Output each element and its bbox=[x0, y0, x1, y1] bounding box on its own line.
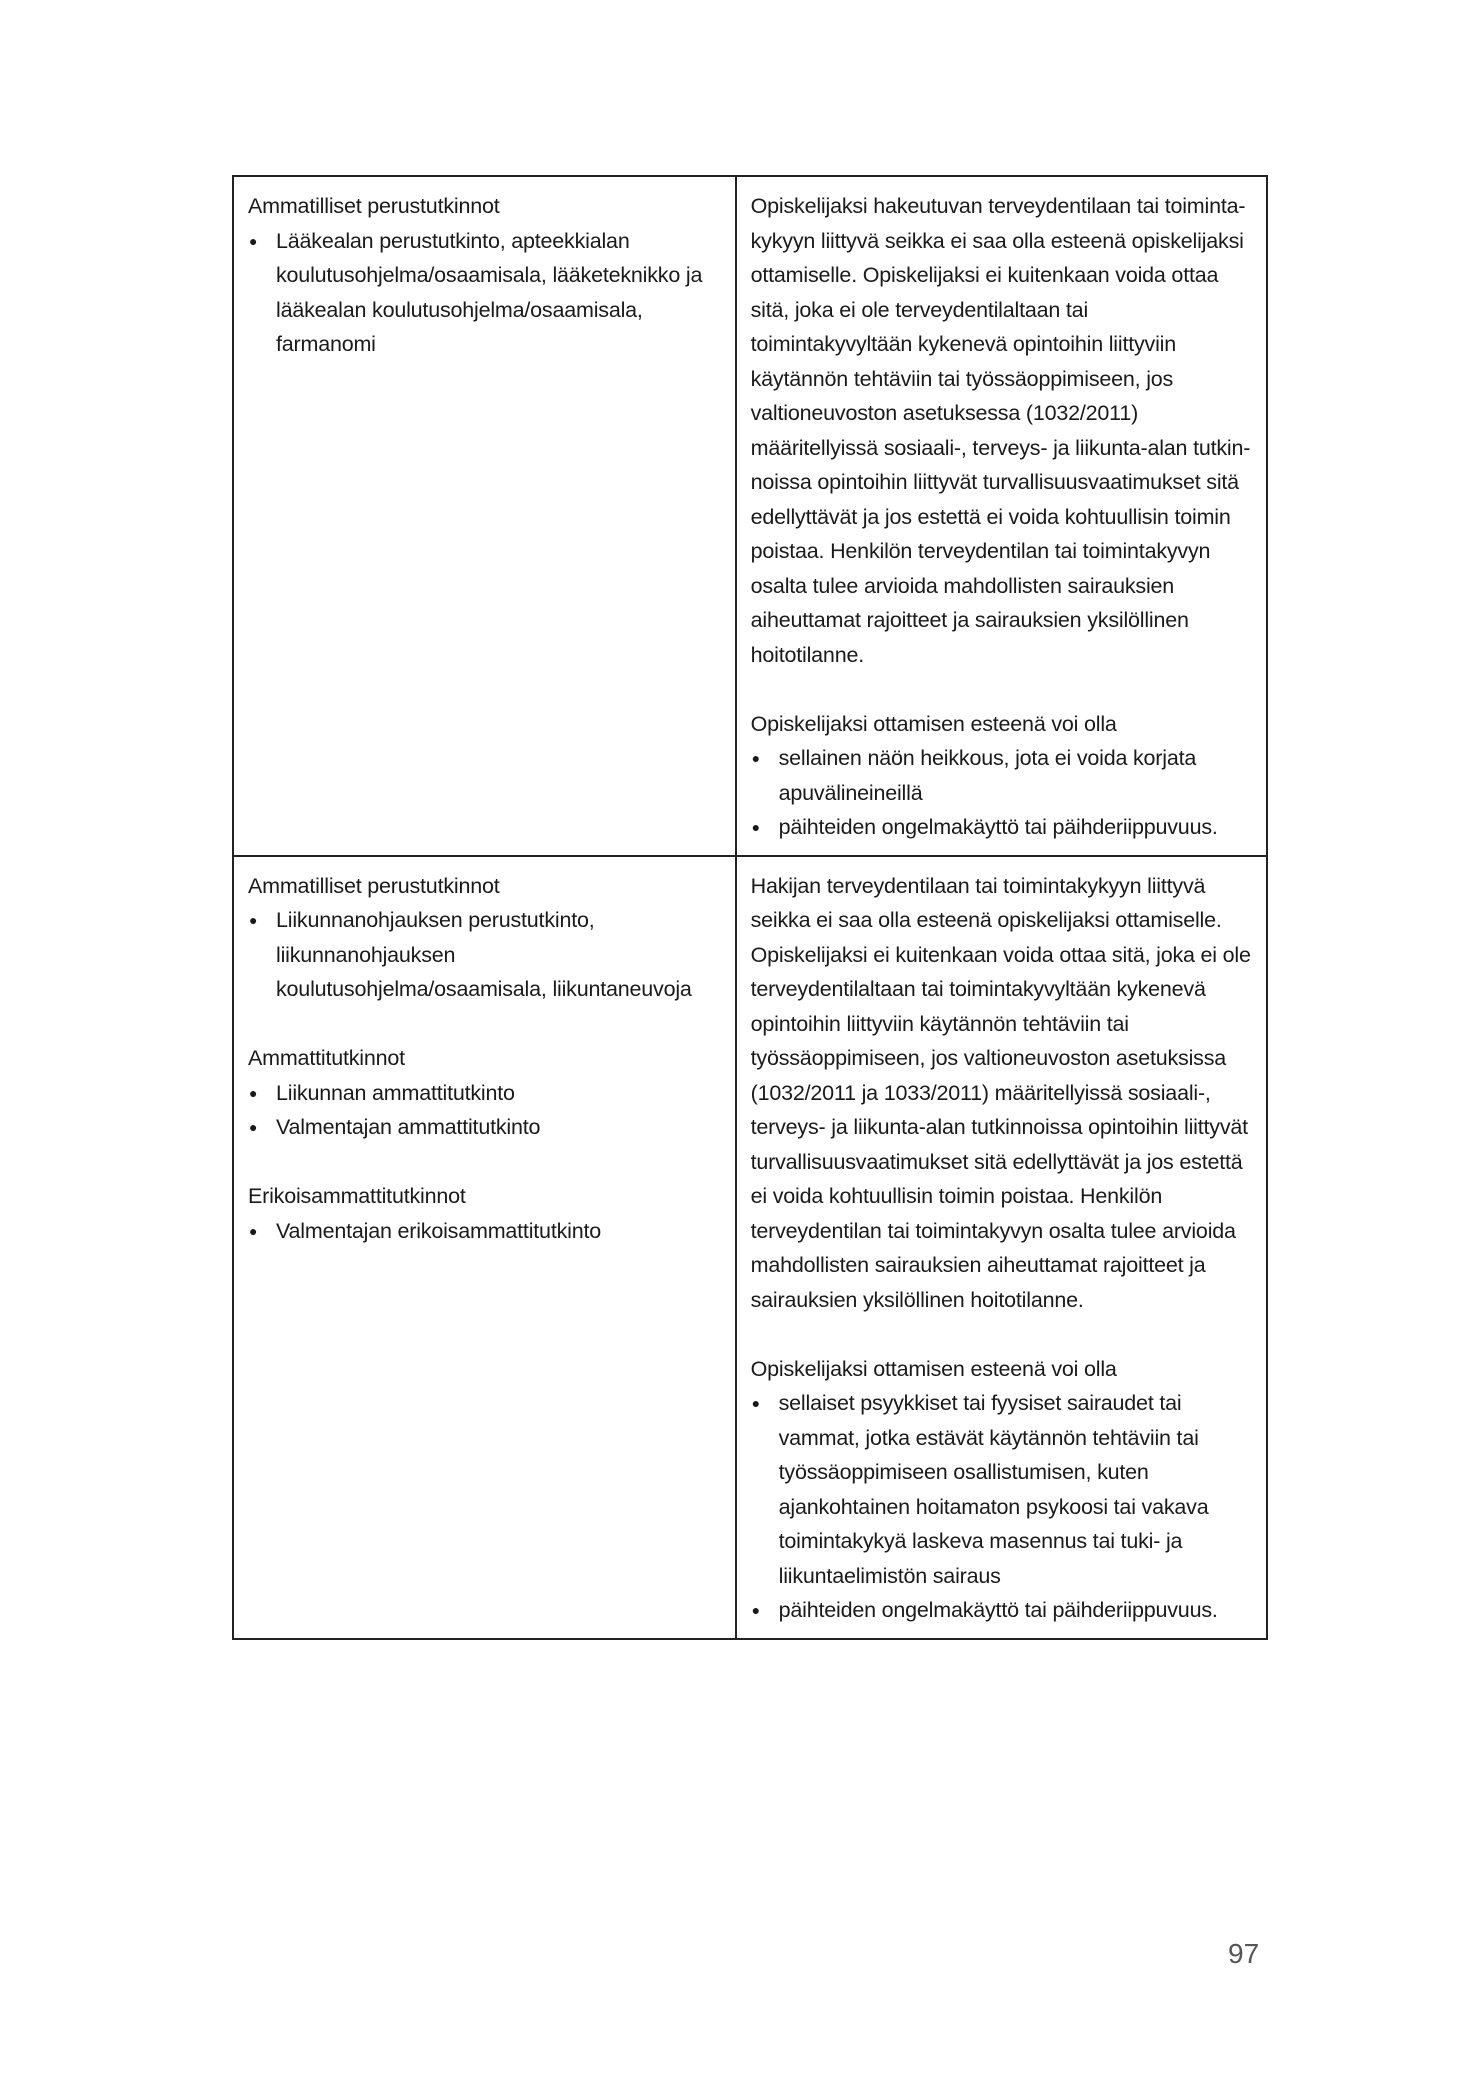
degree-list bbox=[248, 903, 721, 1007]
degree-list bbox=[248, 224, 721, 362]
requirements-cell bbox=[736, 856, 1267, 1639]
requirements-paragraph: Hakijan terveydentilaan tai toimintakykyyn liittyvä seikka ei saa olla esteenä opiskelijaksi ottamiselle. Opiskelijaksi ei kuitenkaan voida ottaa sitä, joka ei ole terveydentilaltaan tai toimintakyvyltään kykenevä opintoihin liittyviin käytännön tehtäviin tai työssäoppimiseen, jos valtioneuvoston asetuksissa (1032/2011 ja 1033/2011) määritellyissä sosiaali-, terveys- ja liikunta-alan tutkinnoissa opintoihin liittyvät turvallisuusvaatimukset sitä edellyttävät ja jos estettä ei voida kohtuullisin toimin poistaa. Henkilön terveydentilan tai toimintakyvyn osalta tulee arvioida mahdollisten sairauksien aiheuttamat rajoitteet ja sairauksien yksilöllinen hoitotilanne. bbox=[750, 873, 1251, 1312]
list-item: ● sellaiset psyykkiset tai fyysiset sairaudet tai vammat, jotka estävät käytännön tehtäviin tai työssäoppimiseen osallistumisen, kuten ajankohtainen hoitamaton psykoosi tai vakava toimintakykyä laskeva masennus tai tuki- ja liikuntaelimistön sairaus bbox=[751, 1386, 1252, 1593]
list-item: ● Lääkealan perustutkinto, apteekkialan koulutusohjelma/osaamisala, lääketeknikko ja lääkealan koulutusohjelma/osaamisala, farmanomi bbox=[248, 224, 721, 362]
list-item: ● päihteiden ongelmakäyttö tai päihderiippuvuus. bbox=[751, 1593, 1252, 1628]
obstacles-list bbox=[751, 741, 1252, 845]
degree-list bbox=[248, 1214, 721, 1249]
list-item: ● päihteiden ongelmakäyttö tai päihderiippuvuus. bbox=[751, 810, 1252, 845]
degree-group-heading: Ammatilliset perustutkinnot bbox=[248, 194, 500, 218]
requirements-cell bbox=[736, 176, 1267, 856]
obstacles-heading: Opiskelijaksi ottamisen esteenä voi olla bbox=[750, 1356, 1117, 1381]
requirements-paragraph: Opiskelijaksi hakeutuvan terveydentilaan tai toimintakykyyn liittyvä seikka ei saa olla esteenä opiskelijaksi ottamiselle. Opiskelijaksi ei kuitenkaan voida ottaa sitä, joka ei ole terveydentilaltaan tai toimintakyvyltään kykenevä opintoihin liittyviin käytännön tehtäviin tai työssäoppimiseen, jos valtioneuvoston asetuksessa (1032/2011) määritellyissä sosiaali-, terveys- ja liikunta-alan tutkinnoissa opintoihin liittyvät turvallisuusvaatimukset sitä edellyttävät ja jos estettä ei voida kohtuullisin toimin poistaa. Henkilön terveydentilan tai toimintakyvyn osalta tulee arvioida mahdollisten sairauksien aiheuttamat rajoitteet ja sairauksien yksilöllinen hoitotilanne. bbox=[750, 194, 1251, 667]
list-item: ● Liikunnan ammattitutkinto bbox=[248, 1076, 721, 1111]
list-item: ● Valmentajan erikoisammattitutkinto bbox=[248, 1214, 721, 1249]
page-number: 97 bbox=[1228, 1938, 1260, 1969]
spacer bbox=[751, 672, 1252, 707]
list-item: ● Valmentajan ammattitutkinto bbox=[248, 1110, 721, 1145]
obstacles-heading: Opiskelijaksi ottamisen esteenä voi olla bbox=[750, 711, 1117, 736]
list-item: ● sellainen näön heikkous, jota ei voida korjata apuvälineineillä bbox=[751, 741, 1252, 810]
list-item: ● Liikunnanohjauksen perustutkinto, liikunnanohjauksen koulutusohjelma/osaamisala, liikuntaneuvoja bbox=[248, 903, 721, 1007]
spacer bbox=[751, 1317, 1252, 1352]
degree-list bbox=[248, 1076, 721, 1145]
spacer bbox=[248, 1007, 721, 1042]
degree-cell bbox=[233, 176, 736, 856]
table-row bbox=[233, 856, 1267, 1639]
spacer bbox=[248, 1145, 721, 1180]
obstacles-list bbox=[751, 1386, 1252, 1628]
table-row bbox=[233, 176, 1267, 856]
degree-group-heading: Ammatilliset perustutkinnot bbox=[248, 873, 500, 898]
degree-group-heading: Erikoisammattitutkinnot bbox=[248, 1184, 466, 1208]
degree-group-heading: Ammattitutkinnot bbox=[248, 1046, 405, 1070]
degree-cell bbox=[233, 856, 736, 1639]
requirements-table bbox=[232, 175, 1268, 1640]
